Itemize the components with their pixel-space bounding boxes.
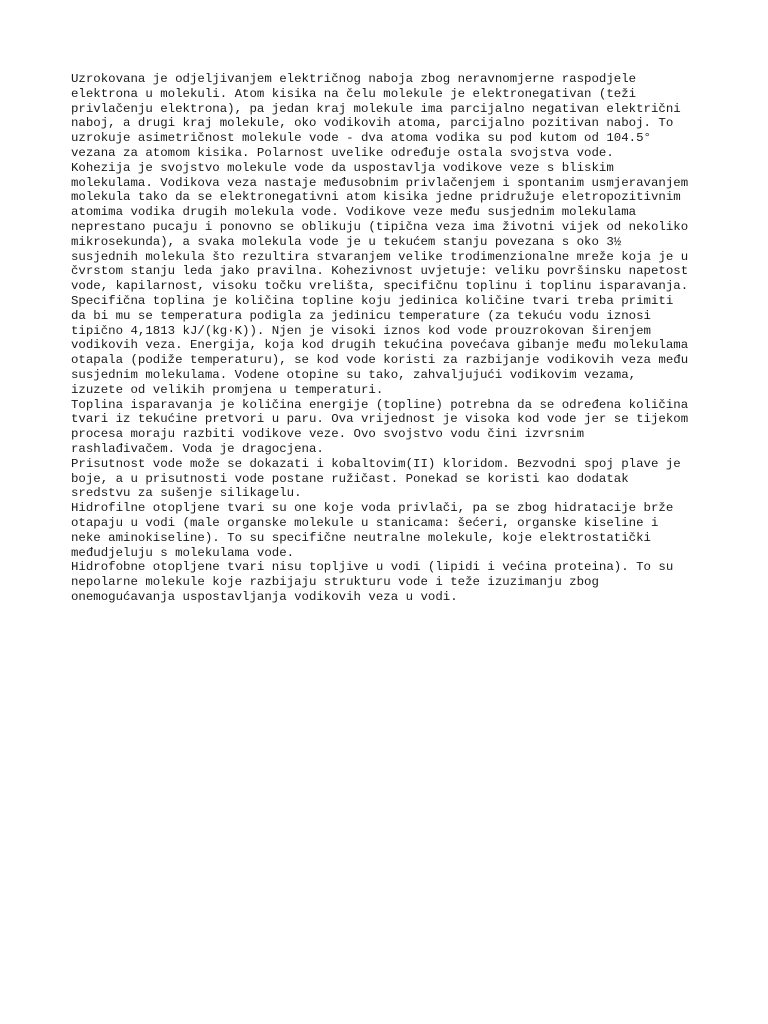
text-line: nepolarne molekule koje razbijaju strukturu vode i teže izuzimanju zbog: [71, 575, 599, 590]
text-line: Hidrofilne otopljene tvari su one koje voda privlači, pa se zbog hidratacije brže: [71, 501, 674, 516]
text-line: privlačenju elektrona), pa jedan kraj molekule ima parcijalno negativan električni: [71, 101, 681, 116]
text-line: Hidrofobne otopljene tvari nisu topljive u vodi (lipidi i većina proteina). To su: [71, 560, 674, 575]
text-line: Toplina isparavanja je količina energije (topline) potrebna da se određena količina: [71, 397, 689, 412]
text-line: molekula tako da se elektronegativni atom kisika jedne pridružuje eletropozitivnim: [71, 190, 681, 205]
text-line: molekulama. Vodikova veza nastaje međusobnim privlačenjem i spontanim usmjeravanjem: [71, 175, 689, 190]
text-line: izuzete od velikih promjena u temperaturi.: [71, 382, 384, 397]
text-line: Prisutnost vode može se dokazati i kobaltovim(II) kloridom. Bezvodni spoj plave je: [71, 456, 681, 471]
text-line: atomima vodika drugih molekula vode. Vodikove veze među susjednim molekulama: [71, 205, 637, 220]
document-body: [71, 72, 711, 605]
text-line: neprestano pucaju i ponovno se oblikuju (tipična veza ima životni vijek od nekoliko: [71, 219, 689, 234]
text-line: otapaju u vodi (male organske molekule u stanicama: šećeri, organske kiseline i: [71, 515, 659, 530]
text-line: procesa moraju razbiti vodikove veze. Ovo svojstvo vodu čini izvrsnim: [71, 427, 585, 442]
text-line: sredstvu za sušenje silikagelu.: [71, 486, 302, 501]
text-line: onemogućavanja uspostavljanja vodikovih veza u vodi.: [71, 589, 458, 604]
text-line: vode, kapilarnost, visoku točku vrelišta, specifičnu toplinu i toplinu isparavanja.: [71, 279, 689, 294]
text-line: da bi mu se temperatura podigla za jedinicu temperature (za tekuću vodu iznosi: [71, 308, 651, 323]
text-line: međudjeluju s molekulama vode.: [71, 545, 295, 560]
text-line: Uzrokovana je odjeljivanjem električnog naboja zbog neravnomjerne raspodjele: [71, 72, 637, 86]
text-line: mikrosekunda), a svaka molekula vode je u tekućem stanju povezana s oko 3½: [71, 234, 622, 249]
text-line: naboj, a drugi kraj molekule, oko vodikovih atoma, parcijalno pozitivan naboj. To: [71, 116, 674, 131]
text-line: tvari iz tekućine pretvori u paru. Ova vrijednost je visoka kod vode jer se tijekom: [71, 412, 689, 427]
text-line: Specifična toplina je količina topline koju jedinica količine tvari treba primiti: [71, 293, 674, 308]
text-line: neke aminokiseline). To su specifične neutralne molekule, koje elektrostatički: [71, 530, 651, 545]
text-line: čvrstom stanju leda jako pravilna. Kohezivnost uvjetuje: veliku površinsku napetost: [71, 264, 689, 279]
text-line: tipično 4,1813 kJ/(kg·K)). Njen je visoki iznos kod vode prouzrokovan širenjem: [71, 323, 651, 338]
text-line: uzrokuje asimetričnost molekule vode - dva atoma vodika su pod kutom od 104.5°: [71, 131, 651, 146]
text-line: boje, a u prisutnosti vode postane ružičast. Ponekad se koristi kao dodatak: [71, 471, 629, 486]
text-line: vezana za atomom kisika. Polarnost uvelike određuje ostala svojstva vode.: [71, 145, 614, 160]
text-line: Kohezija je svojstvo molekule vode da uspostavlja vodikove veze s bliskim: [71, 160, 614, 175]
text-line: elektrona u molekuli. Atom kisika na čelu molekule je elektronegativan (teži: [71, 86, 637, 101]
text-line: susjednih molekula što rezultira stvaranjem velike trodimenzionalne mreže koja je u: [71, 249, 689, 264]
text-line: susjednim molekulama. Vodene otopine su tako, zahvaljujući vodikovim vezama,: [71, 367, 637, 382]
text-line: otapala (podiže temperaturu), se kod vode koristi za razbijanje vodikovih veza među: [71, 353, 689, 368]
text-line: vodikovih veza. Energija, koja kod drugih tekućina povećava gibanje među molekulama: [71, 338, 689, 353]
text-line: rashlađivačem. Voda je dragocjena.: [71, 441, 324, 456]
